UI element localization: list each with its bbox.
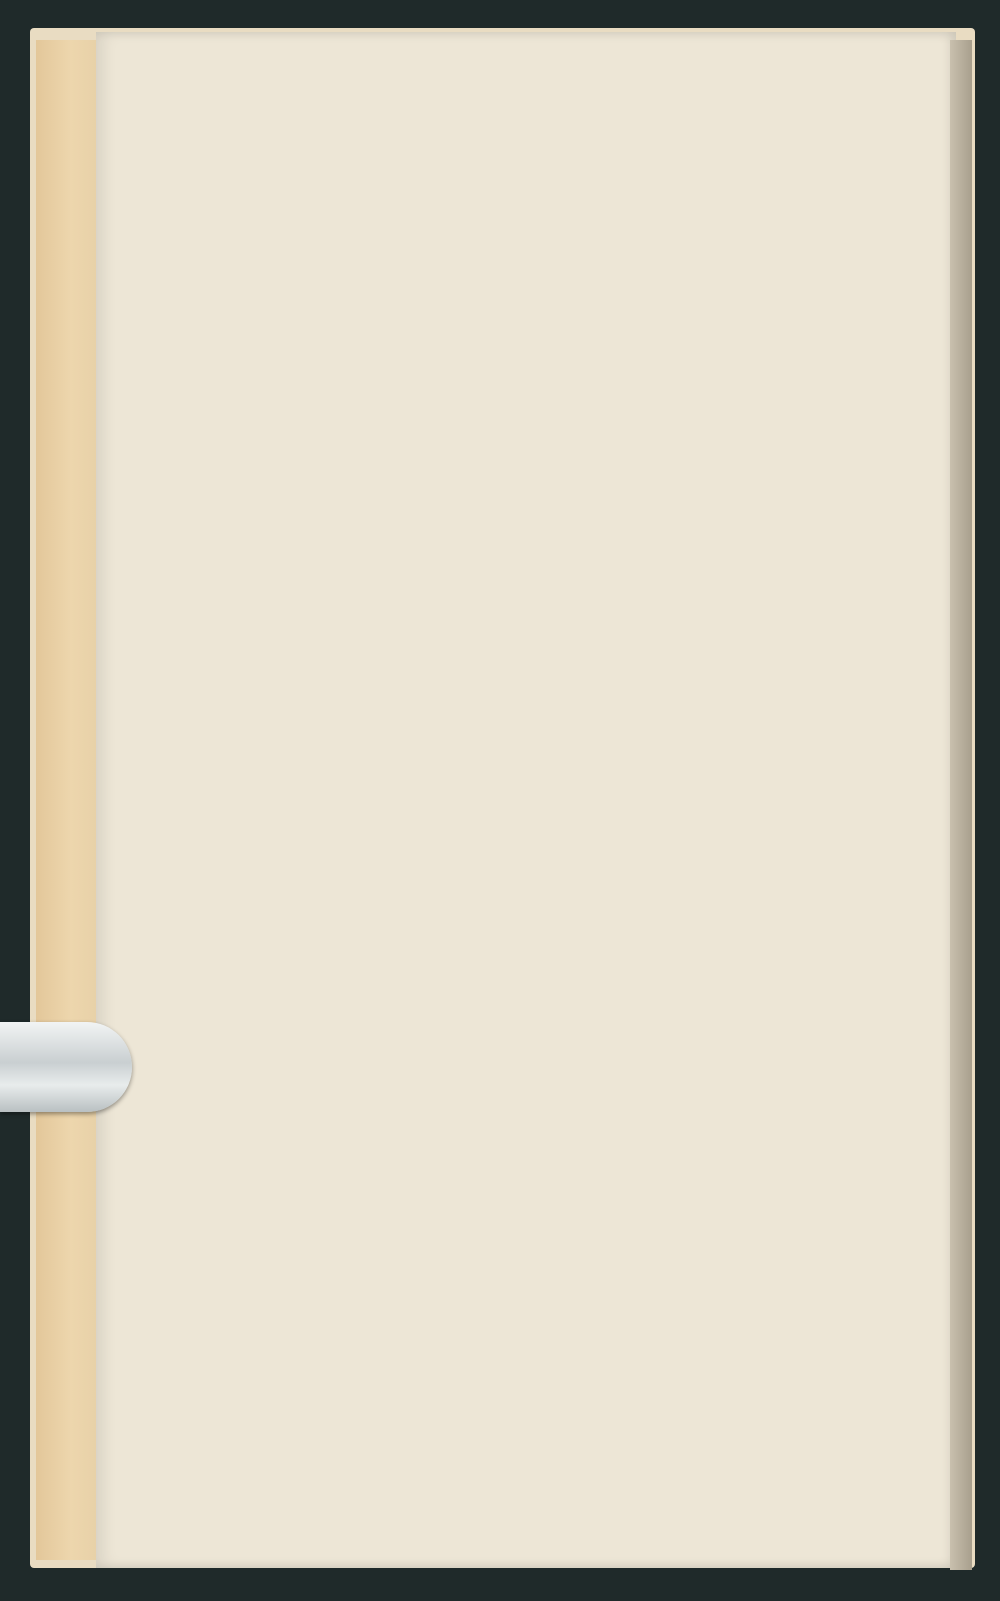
page-clip [0, 1022, 132, 1112]
footer-credit [977, 1584, 986, 1597]
page-gutter [950, 40, 972, 1570]
book-page [96, 32, 956, 1568]
page-text [240, 158, 895, 196]
